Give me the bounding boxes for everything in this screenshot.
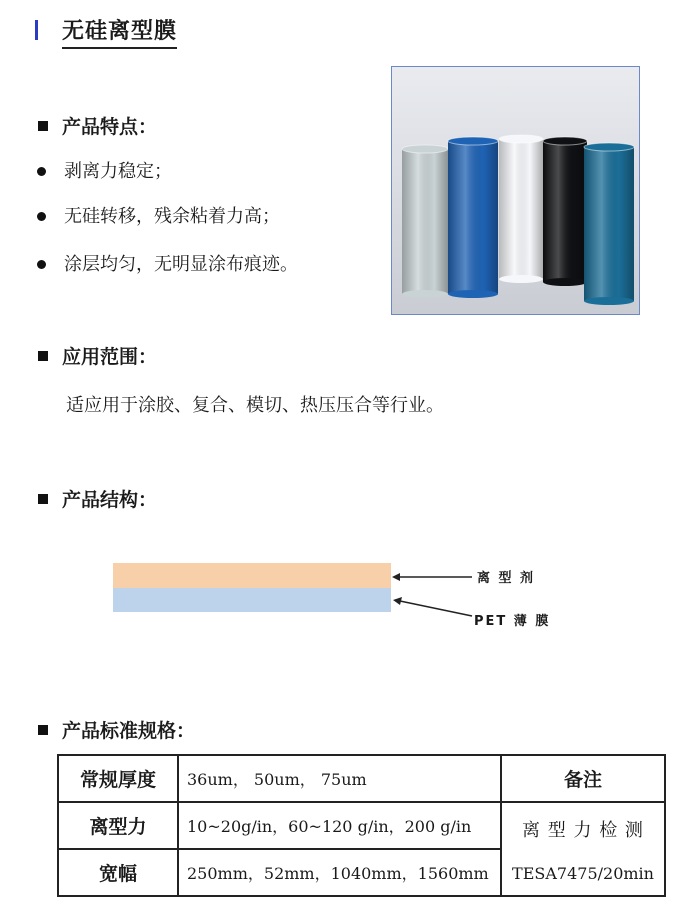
spec-heading: 产品标准规格：: [62, 720, 196, 742]
application-heading: 应用范围：: [62, 346, 158, 368]
blue-roll: [448, 137, 498, 298]
spec-value: 10~20g/in，60~120 g/in，200 g/in: [178, 802, 501, 849]
translucent-blue-roll: [584, 143, 634, 305]
spec-label: 宽幅: [58, 849, 178, 896]
spec-table: [57, 754, 666, 897]
pet-film-layer: [113, 588, 391, 612]
structure-arrows: [390, 560, 480, 630]
application-text: 适应用于涂胶、复合、模切、热压压合等行业。: [66, 395, 444, 416]
table-row: [58, 755, 665, 802]
bullet-square-icon: [38, 494, 48, 504]
clear-roll: [402, 145, 448, 298]
title-accent-bar: [35, 20, 38, 40]
bullet-dot-icon: [37, 212, 46, 221]
bullet-dot-icon: [37, 260, 46, 269]
bullet-square-icon: [38, 121, 48, 131]
spec-value: 250mm，52mm，1040mm，1560mm: [178, 849, 501, 896]
structure-heading: 产品结构：: [62, 489, 158, 511]
bullet-square-icon: [38, 351, 48, 361]
black-roll: [543, 137, 587, 286]
features-heading: 产品特点：: [62, 116, 158, 138]
spec-label: 离型力: [58, 802, 178, 849]
note-line: 离 型 力 检 测: [522, 819, 644, 841]
table-row: [58, 802, 665, 849]
feature-item: 无硅转移，残余粘着力高；: [64, 206, 280, 227]
note-line: TESA7475/20min: [512, 863, 654, 883]
feature-item: 剥离力稳定；: [64, 161, 172, 182]
page-title: 无硅离型膜: [62, 14, 177, 49]
release-agent-layer: [113, 563, 391, 588]
spec-value: 36um， 50um， 75um: [178, 755, 501, 802]
release-agent-label: 离 型 剂: [477, 571, 536, 586]
note-cell: [501, 802, 665, 896]
bullet-square-icon: [38, 725, 48, 735]
note-header: 备注: [501, 755, 665, 802]
spec-label: 常规厚度: [58, 755, 178, 802]
product-photo: [391, 66, 640, 315]
feature-item: 涂层均匀，无明显涂布痕迹。: [64, 254, 298, 275]
bullet-dot-icon: [37, 167, 46, 176]
pet-film-label: PET 薄 膜: [474, 614, 551, 629]
white-roll: [499, 135, 543, 283]
